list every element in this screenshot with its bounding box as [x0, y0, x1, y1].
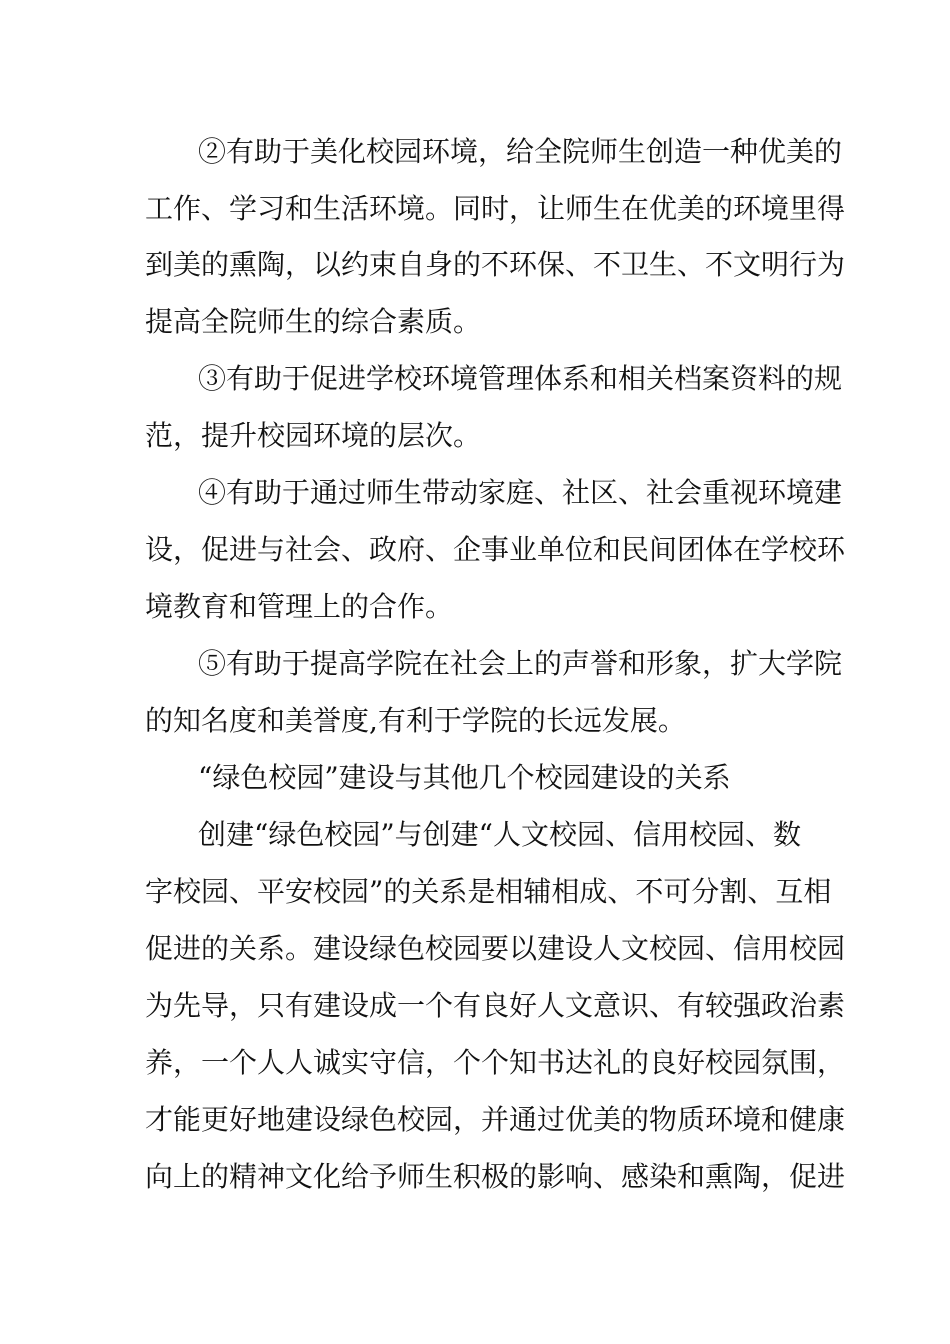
text-line: 的知名度和美誉度,有利于学院的长远发展。 — [145, 704, 686, 737]
text-line: ③有助于促进学校环境管理体系和相关档案资料的规 — [198, 362, 843, 395]
text-line: 为先导，只有建设成一个有良好人文意识、有较强政治素 — [145, 989, 846, 1022]
text-line: 提高全院师生的综合素质。 — [145, 305, 482, 338]
text-line: 工作、学习和生活环境。同时，让师生在优美的环境里得 — [145, 192, 846, 225]
text-line: 到美的熏陶，以约束自身的不环保、不卫生、不文明行为 — [145, 248, 846, 281]
text-line: 范，提升校园环境的层次。 — [145, 419, 482, 452]
text-line: 养，一个人人诚实守信，个个知书达礼的良好校园氛围， — [145, 1046, 846, 1079]
text-line: 创建“绿色校园”与创建“人文校园、信用校园、数 — [198, 818, 801, 851]
text-line: ④有助于通过师生带动家庭、社区、社会重视环境建 — [198, 476, 843, 509]
text-line: 向上的精神文化给予师生积极的影响、感染和熏陶，促进 — [145, 1160, 846, 1193]
text-line: ②有助于美化校园环境，给全院师生创造一种优美的 — [198, 135, 843, 168]
text-line: 设，促进与社会、政府、企事业单位和民间团体在学校环 — [145, 533, 846, 566]
text-line: ⑤有助于提高学院在社会上的声誉和形象，扩大学院 — [198, 647, 843, 680]
text-line: 才能更好地建设绿色校园，并通过优美的物质环境和健康 — [145, 1103, 846, 1136]
text-line: 境教育和管理上的合作。 — [145, 590, 454, 623]
text-line: 促进的关系。建设绿色校园要以建设人文校园、信用校园 — [145, 932, 846, 965]
text-line: 字校园、平安校园”的关系是相辅相成、不可分割、互相 — [145, 875, 832, 908]
section-heading: “绿色校园”建设与其他几个校园建设的关系 — [198, 761, 731, 794]
